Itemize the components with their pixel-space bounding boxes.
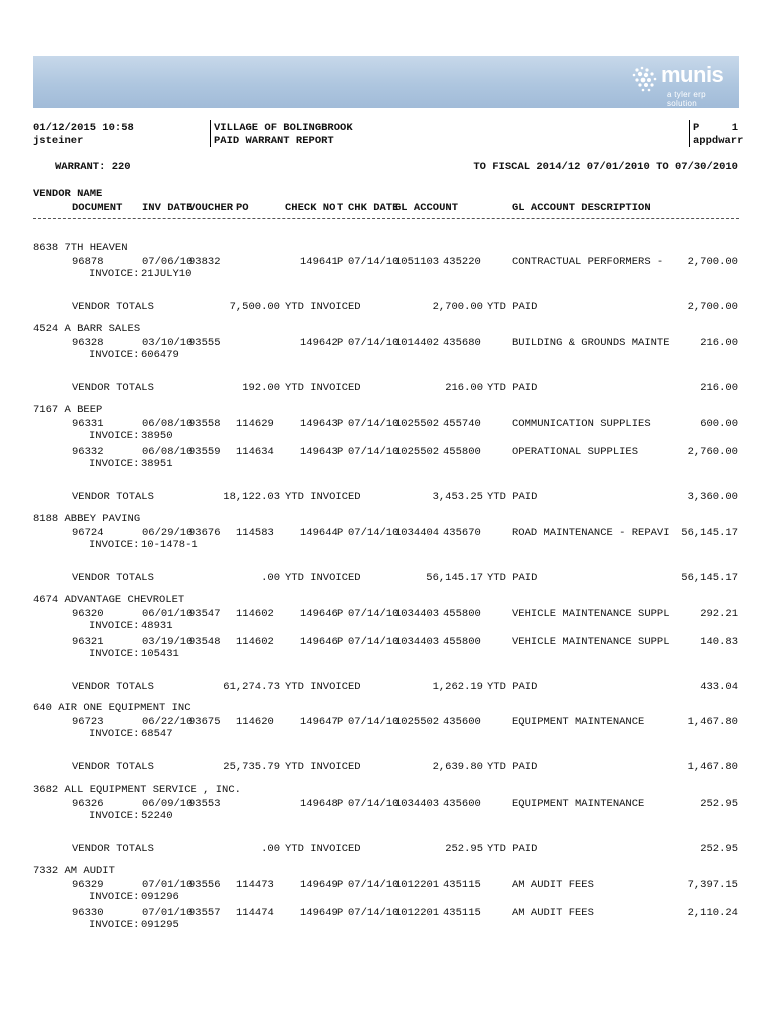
gl-org: 1014402 (395, 337, 440, 349)
check-date: 07/14/10 (348, 608, 399, 620)
ytd-invoiced-label: YTD INVOICED (285, 572, 361, 584)
invoice-number: 52240 (141, 810, 173, 822)
ytd-invoiced-label: YTD INVOICED (285, 843, 361, 855)
document-number: 96328 (72, 337, 104, 349)
gl-object: 435600 (443, 716, 481, 728)
gl-org: 1025502 (395, 446, 440, 458)
ytd-invoiced-label: YTD INVOICED (285, 491, 361, 503)
voucher-number: 93557 (189, 907, 221, 919)
vendor-name: 3682 ALL EQUIPMENT SERVICE , INC. (33, 784, 241, 796)
ytd-invoiced-amount: 25,735.79 (223, 761, 280, 773)
check-number: 149644 (300, 527, 338, 539)
vendor-totals-label: VENDOR TOTALS (72, 382, 154, 394)
check-date: 07/14/10 (348, 879, 399, 891)
check-number: 149642 (300, 337, 338, 349)
invoice-date: 07/06/10 (142, 256, 193, 268)
invoice-date: 06/09/10 (142, 798, 193, 810)
check-number: 149643 (300, 446, 338, 458)
gl-description: AM AUDIT FEES (512, 879, 594, 891)
invoice-label: INVOICE: (89, 919, 140, 931)
ytd-paid-label: YTD PAID (487, 843, 538, 855)
logo-dot (644, 73, 648, 77)
report-title: PAID WARRANT REPORT (214, 135, 334, 147)
vendor-totals-label: VENDOR TOTALS (72, 681, 154, 693)
invoice-number: 38950 (141, 430, 173, 442)
ytd-invoiced-amount: .00 (261, 843, 280, 855)
check-type: P (337, 337, 344, 349)
check-type: P (337, 608, 344, 620)
col-check-no: CHECK NO (285, 202, 336, 214)
gl-org: 1034403 (395, 608, 440, 620)
vendor-name: 4524 A BARR SALES (33, 323, 141, 335)
logo-dot (638, 72, 642, 76)
gl-description: VEHICLE MAINTENANCE SUPPL (512, 608, 670, 620)
voucher-number: 93676 (189, 527, 221, 539)
vendor-total-amount: 1,467.80 (687, 761, 738, 773)
gl-description: EQUIPMENT MAINTENANCE (512, 716, 645, 728)
invoice-date: 06/08/10 (142, 418, 193, 430)
paid-amount: 292.21 (700, 608, 738, 620)
invoice-number: 091296 (141, 891, 179, 903)
gl-description: CONTRACTUAL PERFORMERS - (512, 256, 664, 268)
col-voucher: VOUCHER (189, 202, 234, 214)
paid-amount: 7,397.15 (687, 879, 738, 891)
ytd-invoiced-amount: .00 (261, 572, 280, 584)
paid-amount: 2,700.00 (687, 256, 738, 268)
vendor-name: 640 AIR ONE EQUIPMENT INC (33, 702, 191, 714)
invoice-label: INVOICE: (89, 268, 140, 280)
report-user: jsteiner (33, 135, 84, 147)
invoice-label: INVOICE: (89, 349, 140, 361)
document-number: 96332 (72, 446, 104, 458)
ytd-paid-amount: 56,145.17 (426, 572, 483, 584)
report-datetime: 01/12/2015 10:58 (33, 122, 134, 134)
col-gl-account: GL ACCOUNT (395, 202, 459, 214)
check-number: 149643 (300, 418, 338, 430)
check-type: P (337, 636, 344, 648)
invoice-date: 06/22/10 (142, 716, 193, 728)
vendor-totals-label: VENDOR TOTALS (72, 301, 154, 313)
invoice-date: 06/08/10 (142, 446, 193, 458)
check-type: P (337, 879, 344, 891)
vendor-name: 7332 AM AUDIT (33, 865, 115, 877)
document-number: 96329 (72, 879, 104, 891)
col-chk-date: CHK DATE (348, 202, 399, 214)
fiscal-range: TO FISCAL 2014/12 07/01/2010 TO 07/30/2010 (473, 161, 738, 173)
invoice-label: INVOICE: (89, 620, 140, 632)
check-date: 07/14/10 (348, 337, 399, 349)
po-number: 114620 (236, 716, 274, 728)
vendor-totals-label: VENDOR TOTALS (72, 572, 154, 584)
logo-dot (644, 83, 648, 87)
logo-dot (641, 67, 644, 70)
logo-dot (650, 72, 653, 75)
col-document: DOCUMENT (72, 202, 123, 214)
document-number: 96723 (72, 716, 104, 728)
logo-name: munis (661, 62, 724, 87)
paid-amount: 1,467.80 (687, 716, 738, 728)
col-vendor-name: VENDOR NAME (33, 188, 103, 200)
vendor-total-amount: 2,700.00 (687, 301, 738, 313)
header-rule (33, 218, 739, 219)
ytd-paid-amount: 3,453.25 (432, 491, 483, 503)
ytd-paid-label: YTD PAID (487, 572, 538, 584)
col-inv-date: INV DATE (142, 202, 193, 214)
ytd-paid-label: YTD PAID (487, 382, 538, 394)
gl-org: 1051103 (395, 256, 440, 268)
gl-object: 435115 (443, 879, 481, 891)
vendor-total-amount: 216.00 (700, 382, 738, 394)
paid-amount: 2,110.24 (687, 907, 738, 919)
po-number: 114473 (236, 879, 274, 891)
paid-amount: 140.83 (700, 636, 738, 648)
gl-description: VEHICLE MAINTENANCE SUPPL (512, 636, 670, 648)
report-org: VILLAGE OF BOLINGBROOK (214, 122, 353, 134)
invoice-date: 07/01/10 (142, 879, 193, 891)
check-date: 07/14/10 (348, 716, 399, 728)
ytd-paid-amount: 216.00 (445, 382, 483, 394)
document-number: 96331 (72, 418, 104, 430)
invoice-number: 10-1478-1 (141, 539, 198, 551)
gl-object: 435600 (443, 798, 481, 810)
ytd-paid-amount: 1,262.19 (432, 681, 483, 693)
check-date: 07/14/10 (348, 527, 399, 539)
check-number: 149646 (300, 636, 338, 648)
voucher-number: 93555 (189, 337, 221, 349)
gl-description: EQUIPMENT MAINTENANCE (512, 798, 645, 810)
logo-dot (642, 89, 645, 92)
invoice-label: INVOICE: (89, 648, 140, 660)
check-number: 149649 (300, 907, 338, 919)
paid-amount: 216.00 (700, 337, 738, 349)
invoice-label: INVOICE: (89, 458, 140, 470)
gl-object: 435115 (443, 907, 481, 919)
document-number: 96326 (72, 798, 104, 810)
voucher-number: 93559 (189, 446, 221, 458)
paid-amount: 56,145.17 (681, 527, 738, 539)
logo-dot (633, 74, 636, 77)
gl-org: 1034404 (395, 527, 440, 539)
invoice-number: 091295 (141, 919, 179, 931)
po-number: 114602 (236, 636, 274, 648)
vendor-total-amount: 56,145.17 (681, 572, 738, 584)
check-number: 149646 (300, 608, 338, 620)
paid-amount: 600.00 (700, 418, 738, 430)
col-po: PO (236, 202, 249, 214)
po-number: 114583 (236, 527, 274, 539)
header-divider-left (210, 120, 211, 147)
invoice-label: INVOICE: (89, 891, 140, 903)
invoice-date: 06/29/10 (142, 527, 193, 539)
paid-amount: 252.95 (700, 798, 738, 810)
logo-dot (654, 78, 657, 81)
ytd-invoiced-amount: 18,122.03 (223, 491, 280, 503)
check-number: 149648 (300, 798, 338, 810)
check-number: 149647 (300, 716, 338, 728)
voucher-number: 93553 (189, 798, 221, 810)
voucher-number: 93675 (189, 716, 221, 728)
document-number: 96330 (72, 907, 104, 919)
ytd-invoiced-label: YTD INVOICED (285, 761, 361, 773)
check-type: P (337, 418, 344, 430)
logo-dots-icon (631, 66, 661, 92)
po-number: 114629 (236, 418, 274, 430)
voucher-number: 93556 (189, 879, 221, 891)
vendor-totals-label: VENDOR TOTALS (72, 761, 154, 773)
po-number: 114602 (236, 608, 274, 620)
invoice-date: 06/01/10 (142, 608, 193, 620)
po-number: 114474 (236, 907, 274, 919)
header-divider-right (689, 120, 690, 147)
ytd-invoiced-amount: 192.00 (242, 382, 280, 394)
voucher-number: 93832 (189, 256, 221, 268)
invoice-label: INVOICE: (89, 539, 140, 551)
gl-description: BUILDING & GROUNDS MAINTE (512, 337, 670, 349)
check-type: P (337, 446, 344, 458)
vendor-total-amount: 252.95 (700, 843, 738, 855)
ytd-paid-label: YTD PAID (487, 761, 538, 773)
invoice-label: INVOICE: (89, 728, 140, 740)
gl-org: 1034403 (395, 798, 440, 810)
paid-amount: 2,760.00 (687, 446, 738, 458)
logo-dot (645, 68, 648, 71)
ytd-paid-amount: 2,639.80 (432, 761, 483, 773)
gl-object: 435670 (443, 527, 481, 539)
document-number: 96321 (72, 636, 104, 648)
voucher-number: 93548 (189, 636, 221, 648)
check-date: 07/14/10 (348, 907, 399, 919)
logo-dot (650, 83, 653, 86)
logo-dot (648, 89, 651, 92)
col-type: T (337, 202, 344, 214)
check-type: P (337, 907, 344, 919)
voucher-number: 93558 (189, 418, 221, 430)
page-label: P (693, 122, 700, 134)
gl-description: OPERATIONAL SUPPLIES (512, 446, 639, 458)
invoice-date: 07/01/10 (142, 907, 193, 919)
report-banner (33, 56, 739, 108)
gl-org: 1025502 (395, 716, 440, 728)
logo-dot (641, 78, 646, 83)
document-number: 96878 (72, 256, 104, 268)
ytd-paid-amount: 2,700.00 (432, 301, 483, 313)
ytd-paid-label: YTD PAID (487, 491, 538, 503)
gl-description: COMMUNICATION SUPPLIES (512, 418, 651, 430)
col-gl-description: GL ACCOUNT DESCRIPTION (512, 202, 651, 214)
gl-org: 1025502 (395, 418, 440, 430)
ytd-invoiced-amount: 7,500.00 (229, 301, 280, 313)
gl-object: 455800 (443, 636, 481, 648)
gl-description: AM AUDIT FEES (512, 907, 594, 919)
document-number: 96320 (72, 608, 104, 620)
po-number: 114634 (236, 446, 274, 458)
check-number: 149641 (300, 256, 338, 268)
munis-logo (631, 62, 731, 108)
warrant-number: WARRANT: 220 (55, 161, 131, 173)
invoice-number: 48931 (141, 620, 173, 632)
document-number: 96724 (72, 527, 104, 539)
gl-object: 455800 (443, 608, 481, 620)
vendor-name: 8638 7TH HEAVEN (33, 242, 128, 254)
invoice-number: 606479 (141, 349, 179, 361)
voucher-number: 93547 (189, 608, 221, 620)
gl-object: 435220 (443, 256, 481, 268)
check-type: P (337, 798, 344, 810)
check-type: P (337, 716, 344, 728)
ytd-paid-label: YTD PAID (487, 301, 538, 313)
gl-description: ROAD MAINTENANCE - REPAVI (512, 527, 670, 539)
check-date: 07/14/10 (348, 636, 399, 648)
check-date: 07/14/10 (348, 798, 399, 810)
gl-org: 1034403 (395, 636, 440, 648)
ytd-invoiced-amount: 61,274.73 (223, 681, 280, 693)
vendor-name: 7167 A BEEP (33, 404, 103, 416)
ytd-paid-amount: 252.95 (445, 843, 483, 855)
page-number: 1 (731, 122, 738, 134)
logo-dot (635, 78, 638, 81)
invoice-number: 21JULY10 (141, 268, 192, 280)
logo-tagline: a tyler erp solution (667, 90, 706, 108)
gl-object: 455800 (443, 446, 481, 458)
check-date: 07/14/10 (348, 256, 399, 268)
ytd-invoiced-label: YTD INVOICED (285, 301, 361, 313)
check-type: P (337, 527, 344, 539)
vendor-total-amount: 3,360.00 (687, 491, 738, 503)
invoice-date: 03/19/10 (142, 636, 193, 648)
check-date: 07/14/10 (348, 446, 399, 458)
invoice-number: 68547 (141, 728, 173, 740)
invoice-label: INVOICE: (89, 430, 140, 442)
gl-object: 435680 (443, 337, 481, 349)
gl-org: 1012201 (395, 907, 440, 919)
vendor-totals-label: VENDOR TOTALS (72, 843, 154, 855)
gl-object: 455740 (443, 418, 481, 430)
gl-org: 1012201 (395, 879, 440, 891)
logo-dot (635, 68, 638, 71)
program-name: appdwarr (693, 135, 744, 147)
vendor-name: 8188 ABBEY PAVING (33, 513, 141, 525)
logo-dot (647, 78, 651, 82)
ytd-invoiced-label: YTD INVOICED (285, 681, 361, 693)
logo-dot (638, 83, 641, 86)
ytd-invoiced-label: YTD INVOICED (285, 382, 361, 394)
invoice-label: INVOICE: (89, 810, 140, 822)
vendor-totals-label: VENDOR TOTALS (72, 491, 154, 503)
check-date: 07/14/10 (348, 418, 399, 430)
invoice-date: 03/10/10 (142, 337, 193, 349)
vendor-total-amount: 433.04 (700, 681, 738, 693)
check-number: 149649 (300, 879, 338, 891)
check-type: P (337, 256, 344, 268)
vendor-name: 4674 ADVANTAGE CHEVROLET (33, 594, 185, 606)
ytd-paid-label: YTD PAID (487, 681, 538, 693)
invoice-number: 38951 (141, 458, 173, 470)
invoice-number: 105431 (141, 648, 179, 660)
